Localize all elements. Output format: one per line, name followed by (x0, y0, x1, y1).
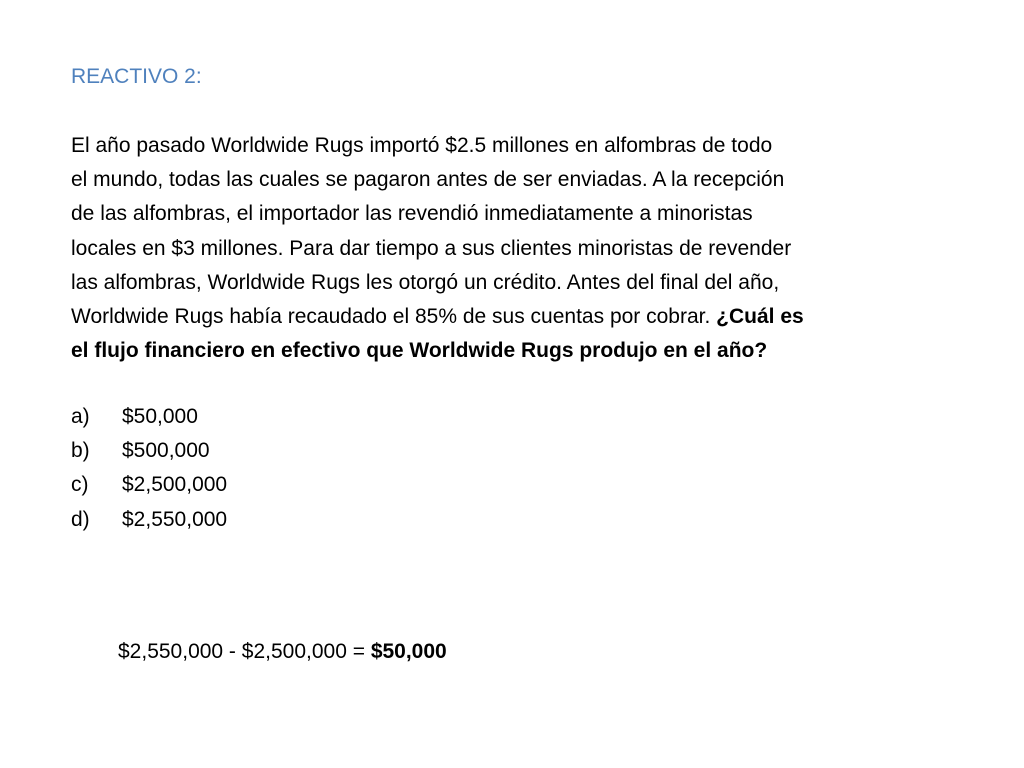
option-b (71, 434, 227, 468)
option-letter: b) (71, 439, 90, 463)
formula-expression: $2,550,000 - $2,500,000 = (118, 640, 371, 663)
option-letter: a) (71, 405, 90, 428)
question-line: el mundo, todas las cuales se pagaron antes de ser enviadas. A la recepción (71, 168, 785, 192)
option-d (71, 503, 227, 537)
option-letter: c) (71, 473, 89, 497)
question-line: El año pasado Worldwide Rugs importó $2.5 millones en alfombras de todo (71, 134, 773, 157)
option-letter: d) (71, 507, 90, 531)
option-value: $2,500,000 (122, 473, 228, 497)
formula-result: $50,000 (370, 640, 447, 663)
slide-title: REACTIVO 2: (71, 65, 202, 88)
question-line: de las alfombras, el importador las revendió inmediatamente a minoristas (71, 202, 753, 226)
question-emphasis: el flujo financiero en efectivo que Worldwide Rugs produjo en el año? (71, 339, 768, 363)
option-value: $50,000 (122, 405, 198, 428)
question-emphasis: ¿Cuál es (716, 305, 804, 329)
answer-options (71, 400, 227, 537)
question-text (71, 129, 971, 368)
answer-formula (118, 635, 447, 669)
question-line (71, 334, 971, 368)
question-line (71, 300, 971, 334)
question-line-plain: Worldwide Rugs había recaudado el 85% de sus cuentas por cobrar. (71, 305, 717, 329)
question-line: las alfombras, Worldwide Rugs les otorgó un crédito. Antes del final del año, (71, 270, 780, 294)
question-line: locales en $3 millones. Para dar tiempo a sus clientes minoristas de revender (71, 236, 792, 260)
option-value: $500,000 (122, 439, 210, 463)
option-c (71, 468, 227, 502)
option-value: $2,550,000 (122, 507, 228, 531)
option-a (71, 400, 227, 434)
